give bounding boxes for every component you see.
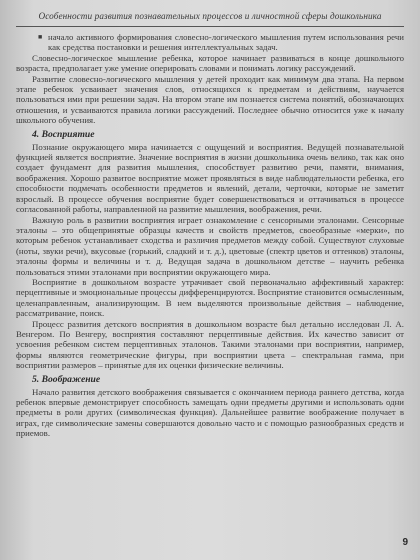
- bullet-text: начало активного формирования словесно-логического мышления путем использования речи как средства постановки и решения интеллектуальных задач.: [48, 32, 404, 53]
- paragraph: Познание окружающего мира начинается с ощущений и восприятия. Ведущей познавательной функцией является восприятие. Значение восприятия в жизни дошкольника очень велико, так как оно создает фундамент для развития мышления, способствует развитию речи, памяти, внимания, воображения. Хорошо развитое восприятие может проявляться в виде наблюдательности ребенка, его способности подмечать особенности предметов и явлений, детали, черточки, которые не заметит взрослый. В процессе обучения восприятие будет совершенствоваться и оттачиваться в процессе согласованной работы, направленной на развитие мышления, воображения, речи.: [16, 141, 404, 215]
- section-heading-perception: 4. Восприятие: [32, 128, 95, 140]
- square-bullet-icon: ■: [38, 33, 43, 41]
- page-number: 9: [402, 537, 408, 548]
- section-heading-imagination: 5. Воображение: [32, 373, 101, 385]
- paragraph: Процесс развития детского восприятия в дошкольном возрасте был детально исследован Л. А. Венгером. По Венгеру, восприятия составляют перцептивные действия. Их качество зависит от усвоения ребенком систем перцептивных эталонов. Такими эталонами при восприятии, например, формы являются геометрические фигуры, при восприятии цвета – спектральная гамма, при восприятии размеров – принятые для их оценки физические величины.: [16, 318, 404, 371]
- paragraph: Восприятие в дошкольном возрасте утрачивает свой первоначально аффективный характер: перцептивные и эмоциональные процессы дифференцируются. Восприятие становится осмысленным, целенаправленным, анализирующим. В нем выделяются произвольные действия – наблюдение, рассматривание, поиск.: [16, 276, 404, 319]
- page-content: [16, 32, 404, 439]
- paragraph: Развитие словесно-логического мышления у детей проходит как минимум два этапа. На первом этапе ребенок усваивает значения слов, относящихся к предметам и действиям, научается пользоваться ими при решении задач. На втором этапе им познается система понятий, обозначающих отношения, и усваиваются правила логики рассуждений. Последнее обычно относится уже к началу школьного обучения.: [16, 73, 404, 126]
- paragraph: Начало развития детского воображения связывается с окончанием периода раннего детства, когда ребенок впервые демонстрирует способность замещать одни предметы другими и использовать одни предметы в роли других (символическая функция). Дальнейшее развитие воображение получает в играх, где символические замены совершаются довольно часто и с помощью разнообразных средств и приемов.: [16, 386, 404, 439]
- paragraph: Важную роль в развитии восприятия играет ознакомление с сенсорными эталонами. Сенсорные эталоны – это общепринятые образцы качеств и свойств предметов, своеобразные «мерки», по которым ребенок устанавливает сходства и различия предметов между собой. Существуют слуховые (ноты, звуки речи), вкусовые (горький, сладкий и т. д.), цветовые (спектр цветов и оттенков) эталоны, эталоны формы и величины и т. д. Ведущая задача в дошкольном детстве – научить ребенка пользоваться этими эталонами при восприятии окружающего мира.: [16, 214, 404, 277]
- bullet-item: [16, 32, 404, 53]
- paragraph: Словесно-логическое мышление ребенка, которое начинает развиваться в конце дошкольного возраста, предполагает уже умение оперировать словами и понимать логику рассуждений.: [16, 52, 404, 74]
- running-header: Особенности развития познавательных процессов и личностной сферы дошкольника: [16, 10, 404, 27]
